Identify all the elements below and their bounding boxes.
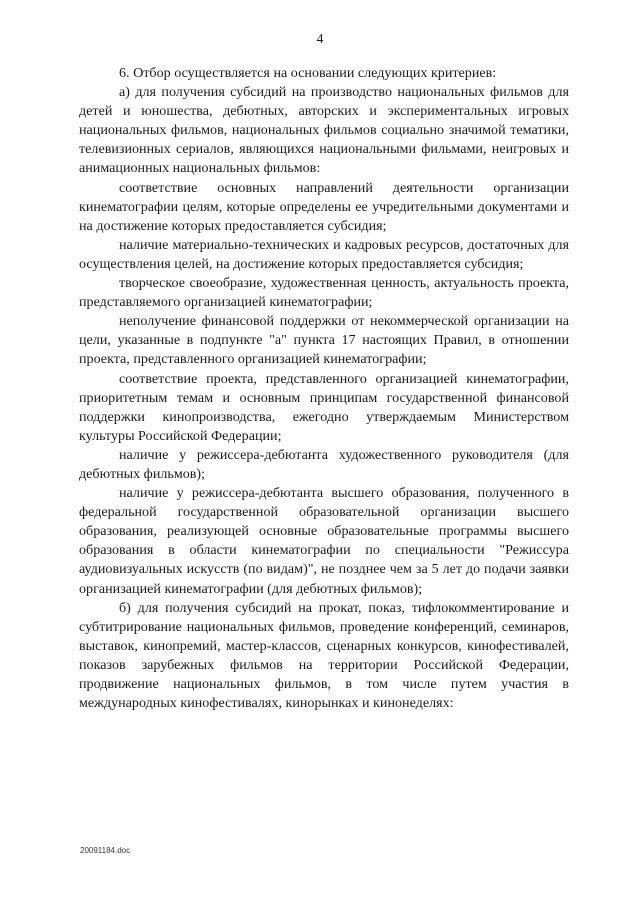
document-body <box>79 64 569 713</box>
criterion-resources-paragraph: наличие материально-технических и кадровых ресурсов, достаточных для осуществления целей, на достижение которых предоставляется субсидия; <box>79 236 569 272</box>
criteria-intro-paragraph: 6. Отбор осуществляется на основании следующих критериев: <box>119 65 497 81</box>
criterion-creativity-paragraph: творческое своеобразие, художественная ценность, актуальность проекта, представляемого организацией кинематографии; <box>79 275 569 311</box>
criterion-no-support-paragraph: неполучение финансовой поддержки от некоммерческой организации на цели, указанные в подпункте "а" пункта 17 настоящих Правил, в отношении проекта, представленного организацией кинематографии; <box>79 313 569 368</box>
document-file-code: 20091184.doc <box>80 846 131 855</box>
subsection-b-paragraph: б) для получения субсидий на прокат, показ, тифлокомментирование и субтитрирование национальных фильмов, проведение конференций, семинаров, выставок, кинопремий, мастер-классов, сценарных конкурсов, кинофестивалей, показов зарубежных фильмов на территории Российской Федерации, продвижение национальных фильмов, в том числе путем участия в международных кинофестивалях, кинорынках и кинонеделях: <box>79 599 569 712</box>
criterion-mentor-paragraph: наличие у режиссера-дебютанта художественного руководителя (для дебютных фильмов); <box>79 446 569 482</box>
page-number: 4 <box>316 32 324 47</box>
criterion-activity-paragraph: соответствие основных направлений деятельности организации кинематографии целям, которые определены ее учредительными документами и на достижение которых предоставляется субсидия; <box>79 179 569 234</box>
subsection-a-paragraph: а) для получения субсидий на производство национальных фильмов для детей и юношества, дебютных, авторских и экспериментальных игровых национальных фильмов, национальных фильмов социально значимой тематики, телевизионных сериалов, являющихся национальными фильмами, неигровых и анимационных национальных фильмов: <box>79 84 569 177</box>
criterion-education-paragraph: наличие у режиссера-дебютанта высшего образования, полученного в федеральной государственной образовательной организации высшего образования, реализующей основные образовательные программы высшего образования в области кинематографии по специальности "Режиссура аудиовизуальных искусств (по видам)", не позднее чем за 5 лет до подачи заявки организацией кинематографии (для дебютных фильмов); <box>79 485 569 597</box>
criterion-priority-themes-paragraph: соответствие проекта, представленного организацией кинематографии, приоритетным темам и основным принципам государственной финансовой поддержки кинопроизводства, ежегодно утверждаемым Министерством культуры Российской Федерации; <box>79 370 569 444</box>
